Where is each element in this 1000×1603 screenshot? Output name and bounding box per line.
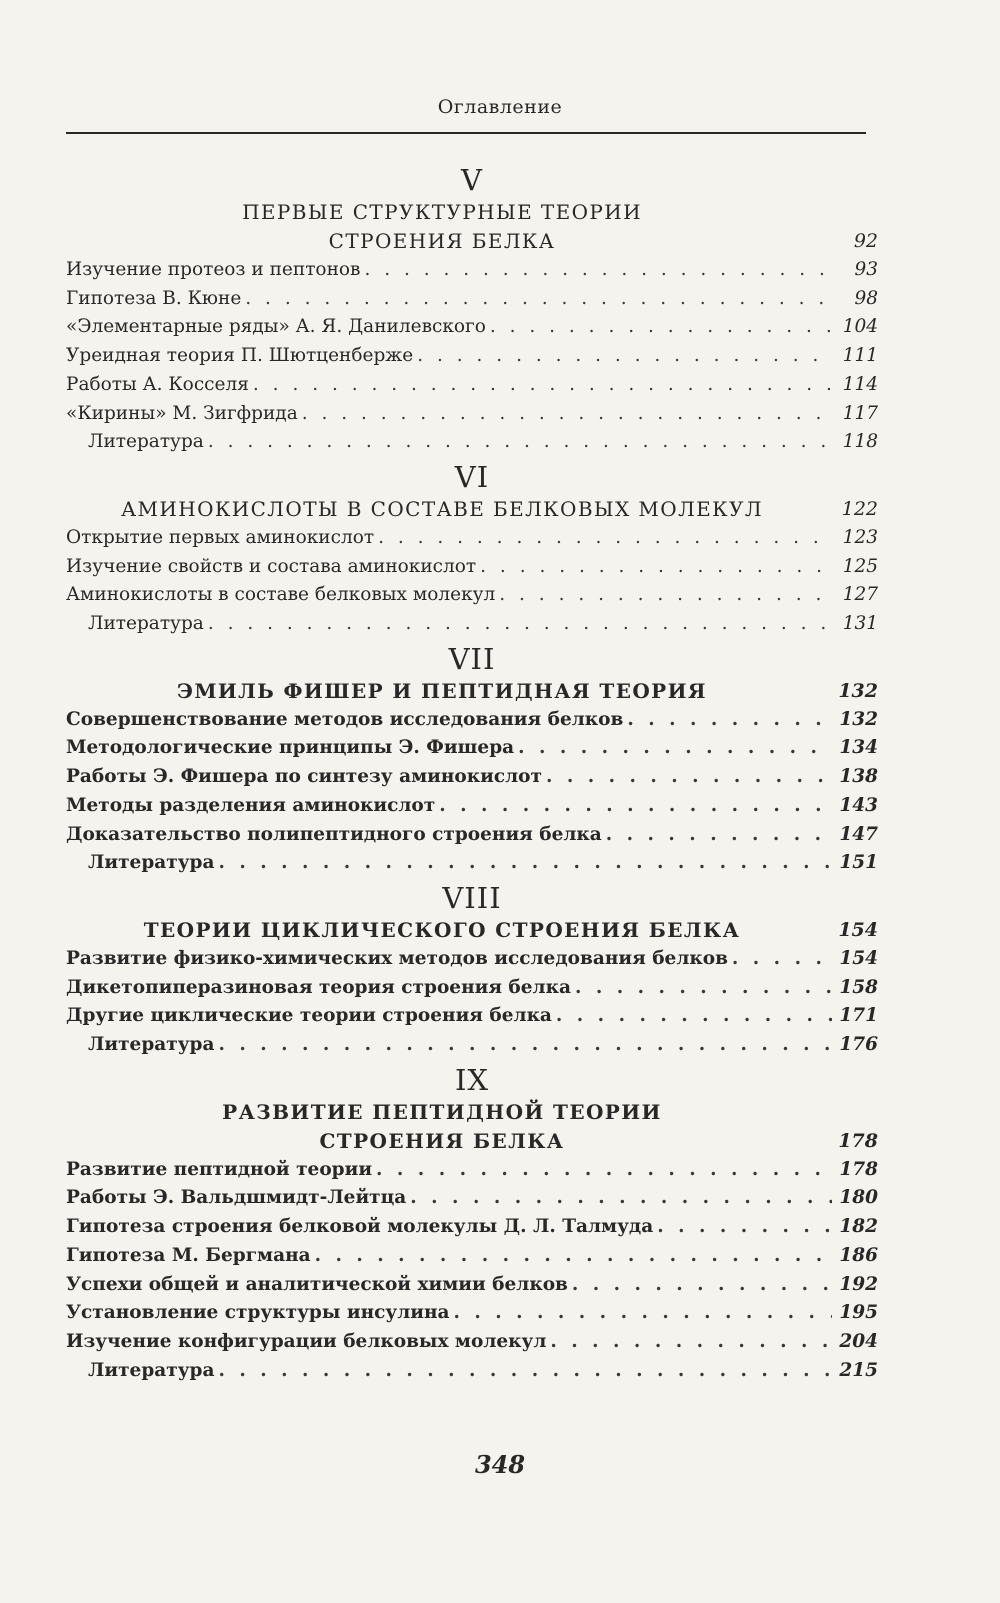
entry-title: Успехи общей и аналитической химии белков [66, 1273, 568, 1295]
entry-page-number: 114 [842, 373, 878, 395]
dot-leader [245, 285, 832, 314]
entry-title: «Кирины» М. Зигфрида [66, 402, 298, 424]
toc-entry [66, 1156, 878, 1185]
toc-entry [66, 706, 878, 735]
chapter-title [66, 227, 878, 256]
running-head: Оглавление [437, 96, 563, 118]
entry-title: Работы Э. Фишера по синтезу аминокислот [66, 766, 542, 788]
entry-title: Уреидная теория П. Шютценберже [66, 345, 414, 367]
chapter-page-number: 132 [838, 679, 878, 702]
literature-entry [66, 1357, 878, 1386]
toc-entry [66, 1299, 878, 1328]
entry-page-number: 180 [839, 1187, 878, 1209]
dot-leader [417, 342, 832, 371]
dot-leader [480, 553, 832, 582]
entry-title: Изучение конфигурации белковых молекул [66, 1330, 547, 1352]
toc-entry [66, 285, 878, 314]
entry-title: Литература [88, 852, 215, 874]
toc-entry [66, 1271, 878, 1300]
entry-title: Аминокислоты в составе белковых молекул [66, 584, 496, 606]
entry-title: Методологические принципы Э. Фишера [66, 737, 515, 759]
entry-page-number: 176 [839, 1034, 878, 1056]
toc-entry [66, 1184, 878, 1213]
toc-entry [66, 763, 878, 792]
chapter-number: VIII [442, 880, 502, 915]
entry-page-number: 125 [842, 555, 878, 577]
entry-page-number: 195 [839, 1302, 878, 1324]
entry-page-number: 98 [854, 287, 878, 309]
entry-page-number: 154 [839, 947, 878, 969]
entry-title: Литература [88, 431, 204, 453]
chapter-title-text: ТЕОРИИ ЦИКЛИЧЕСКОГО СТРОЕНИЯ БЕЛКА [143, 917, 741, 942]
entry-title: Литература [88, 613, 204, 635]
entry-title: Работы Э. Вальдшмидт-Лейтца [66, 1187, 407, 1209]
entry-title: Гипотеза В. Кюне [66, 287, 242, 309]
chapter-number: V [461, 163, 483, 197]
chapter-title [66, 1098, 878, 1127]
entry-page-number: 134 [839, 737, 878, 759]
chapter-page-number: 178 [838, 1129, 878, 1152]
chapter-title [66, 916, 878, 945]
chapter-title [66, 1127, 878, 1156]
entry-title: Развитие физико-химических методов исследования белков [66, 947, 728, 969]
chapter-section [66, 162, 878, 457]
table-of-contents [66, 160, 878, 1385]
entry-page-number: 182 [839, 1216, 878, 1238]
toc-entry [66, 945, 878, 974]
entry-page-number: 186 [839, 1244, 878, 1266]
toc-entry [66, 581, 878, 610]
dot-leader [490, 313, 832, 342]
dot-leader [732, 945, 832, 974]
entry-page-number: 131 [842, 613, 878, 635]
entry-page-number: 117 [842, 402, 878, 424]
literature-entry [66, 610, 878, 639]
dot-leader [499, 581, 832, 610]
dot-leader [550, 1328, 832, 1357]
entry-title: Доказательство полипептидного строения белка [66, 823, 602, 845]
toc-entry [66, 1242, 878, 1271]
dot-leader [218, 849, 832, 878]
chapter-page-number: 92 [853, 230, 878, 252]
entry-title: Гипотеза М. Бергмана [66, 1244, 311, 1266]
chapter-section [66, 641, 878, 878]
entry-page-number: 143 [839, 794, 878, 816]
chapter-title-text: РАЗВИТИЕ ПЕПТИДНОЙ ТЕОРИИ [222, 1099, 662, 1124]
chapter-section [66, 459, 878, 639]
entry-title: Литература [88, 1359, 215, 1381]
toc-entry [66, 734, 878, 763]
chapter-section [66, 880, 878, 1060]
chapter-title [66, 495, 878, 524]
entry-page-number: 93 [854, 259, 878, 280]
header-rule [66, 132, 866, 134]
entry-page-number: 151 [839, 852, 878, 874]
chapter-title-text: АМИНОКИСЛОТЫ В СОСТАВЕ БЕЛКОВЫХ МОЛЕКУЛ [120, 496, 763, 521]
entry-page-number: 127 [842, 584, 878, 606]
toc-entry [66, 974, 878, 1003]
toc-entry [66, 1002, 878, 1031]
entry-page-number: 138 [839, 766, 878, 788]
entry-title: «Элементарные ряды» А. Я. Данилевского [66, 316, 486, 338]
entry-page-number: 147 [839, 823, 878, 845]
entry-title: Изучение свойств и состава аминокислот [66, 555, 477, 577]
entry-page-number: 104 [842, 316, 878, 338]
entry-title: Гипотеза строения белковой молекулы Д. Л. Талмуда [66, 1216, 654, 1238]
page-number: 348 [474, 1450, 526, 1479]
chapter-number: IX [454, 1062, 490, 1097]
toc-entry [66, 524, 878, 553]
dot-leader [410, 1184, 832, 1213]
dot-leader [364, 256, 832, 285]
entry-title: Развитие пептидной теории [66, 1158, 373, 1180]
entry-page-number: 192 [839, 1273, 878, 1295]
dot-leader [454, 1299, 832, 1328]
toc-entry [66, 821, 878, 850]
dot-leader [556, 1002, 832, 1031]
dot-leader [606, 821, 832, 850]
toc-entry [66, 792, 878, 821]
entry-page-number: 132 [839, 708, 878, 730]
dot-leader [575, 974, 832, 1003]
entry-title: Установление структуры инсулина [66, 1302, 450, 1324]
toc-entry [66, 400, 878, 429]
entry-page-number: 171 [839, 1005, 878, 1027]
dot-leader [657, 1213, 832, 1242]
entry-page-number: 158 [839, 976, 878, 998]
toc-entry [66, 1213, 878, 1242]
entry-title: Дикетопиперазиновая теория строения белка [66, 976, 571, 998]
toc-entry [66, 371, 878, 400]
entry-page-number: 215 [839, 1359, 878, 1381]
chapter-title [66, 198, 878, 227]
chapter-page-number: 122 [841, 497, 878, 520]
toc-entry [66, 313, 878, 342]
dot-leader [518, 734, 832, 763]
dot-leader [208, 610, 832, 639]
dot-leader [253, 371, 832, 400]
entry-page-number: 204 [839, 1330, 878, 1352]
chapter-number: VI [454, 459, 490, 494]
dot-leader [315, 1242, 832, 1271]
entry-page-number: 111 [842, 345, 878, 367]
dot-leader [302, 400, 832, 429]
entry-title: Изучение протеоз и пептонов [66, 259, 361, 280]
chapter-page-number: 154 [838, 918, 878, 941]
entry-page-number: 118 [842, 431, 878, 453]
dot-leader [572, 1271, 832, 1300]
entry-title: Открытие первых аминокислот [66, 526, 375, 548]
chapter-title-text: СТРОЕНИЯ БЕЛКА [319, 1128, 565, 1153]
entry-title: Другие циклические теории строения белка [66, 1005, 552, 1027]
entry-title: Работы А. Косселя [66, 373, 249, 395]
chapter-section [66, 1062, 878, 1386]
chapter-number: VII [448, 641, 496, 676]
dot-leader [218, 1031, 832, 1060]
dot-leader [208, 428, 832, 457]
dot-leader [218, 1357, 832, 1386]
toc-entry [66, 1328, 878, 1357]
dot-leader [627, 706, 832, 735]
toc-entry [66, 342, 878, 371]
toc-entry [66, 256, 878, 285]
chapter-title [66, 677, 878, 706]
chapter-title-text: ПЕРВЫЕ СТРУКТУРНЫЕ ТЕОРИИ [242, 200, 642, 224]
literature-entry [66, 849, 878, 878]
literature-entry [66, 1031, 878, 1060]
dot-leader [439, 792, 832, 821]
entry-title: Совершенствование методов исследования белков [66, 708, 624, 730]
chapter-title-text: ЭМИЛЬ ФИШЕР И ПЕПТИДНАЯ ТЕОРИЯ [177, 678, 707, 703]
dot-leader [378, 524, 832, 553]
literature-entry [66, 428, 878, 457]
entry-title: Литература [88, 1034, 215, 1056]
chapter-title-text: СТРОЕНИЯ БЕЛКА [328, 229, 556, 253]
entry-page-number: 123 [842, 526, 878, 548]
entry-page-number: 178 [839, 1158, 878, 1180]
dot-leader [546, 763, 832, 792]
toc-entry [66, 553, 878, 582]
dot-leader [376, 1156, 832, 1185]
entry-title: Методы разделения аминокислот [66, 794, 436, 816]
